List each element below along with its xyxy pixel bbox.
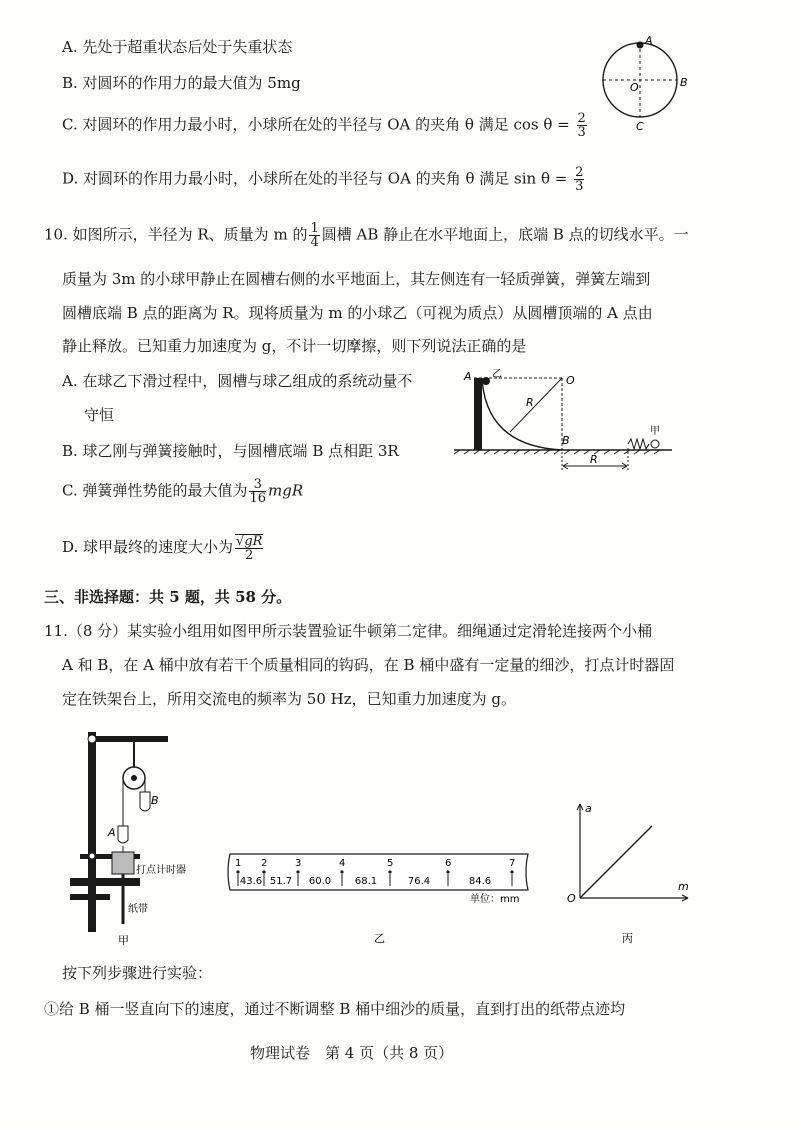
label-r2: R [590, 453, 598, 466]
figure-jia-caption: 甲 [118, 934, 129, 947]
q11-stem-line2: A 和 B，在 A 桶中放有若干个质量相同的钩码，在 B 桶中盛有一定量的细沙，打点计时器固 [62, 656, 675, 674]
q10-option-a-line2: 守恒 [84, 406, 115, 424]
denominator: 2 [245, 548, 254, 563]
denominator: 3 [577, 125, 586, 140]
q11-graph-figure [560, 798, 700, 948]
q9-option-d [62, 166, 586, 193]
q11-apparatus-figure [60, 728, 210, 950]
q11-tape-figure [224, 850, 542, 946]
numerator: 3 [249, 478, 266, 492]
q10-stem-text: 圆槽 AB 静止在水平地面上，底端 B 点的切线水平。一 [321, 225, 689, 244]
q10-stem-line3: 圆槽底端 B 点的距离为 R。现将质量为 m 的小球乙（可视为质点）从圆槽顶端的 A 点由 [62, 304, 653, 322]
q9-option-c [62, 112, 589, 139]
fraction [574, 166, 584, 193]
tape-dot [296, 870, 299, 873]
timer-label: 打点计时器 [136, 865, 186, 876]
figure-yi-caption: 乙 [374, 932, 385, 945]
tape-gap-label: 68.1 [354, 876, 378, 887]
fraction [235, 534, 263, 562]
tape-point-label: 6 [445, 858, 452, 869]
y-axis-label: a [585, 802, 592, 815]
x-axis-label: m [678, 880, 689, 893]
tape-dot [510, 870, 513, 873]
fraction [249, 478, 266, 505]
q11-stem-line1: 11.（8 分）某实验小组用如图甲所示装置验证牛顿第二定律。细绳通过定滑轮连接两个小桶 [44, 622, 653, 640]
tape-dot [236, 870, 239, 873]
q10-option-a-line1: A. 在球乙下滑过程中，圆槽与球乙组成的系统动量不 [62, 372, 413, 390]
bucket-b-label: B [151, 794, 159, 807]
q10-groove-figure [452, 368, 692, 480]
tape-gap-label: 60.0 [308, 876, 332, 887]
label-c: C [636, 120, 644, 132]
q10-option-c-text: C. 弹簧弹性势能的最大值为 [62, 481, 248, 500]
tape-gap-label: 51.7 [269, 876, 293, 887]
q10-option-c [62, 478, 303, 505]
numerator: 2 [577, 111, 586, 126]
numerator: 2 [575, 165, 584, 180]
label-yi: 乙 [492, 369, 502, 380]
denominator: 4 [310, 235, 319, 250]
q10-stem-line2: 质量为 3m 的小球甲静止在圆槽右侧的水平地面上，其左侧连有一轻质弹簧，弹簧左端到 [62, 270, 651, 288]
tape-unit: 单位：mm [470, 894, 520, 905]
section-heading: 三、非选择题：共 5 题，共 58 分。 [44, 588, 292, 606]
label-b: B [562, 434, 570, 447]
label-o: O [630, 81, 639, 94]
q9-option-d-text: D. 对圆环的作用力最小时，小球所在处的半径与 OA 的夹角 θ 满足 sin θ = [62, 169, 568, 188]
denominator: 16 [249, 491, 267, 506]
tape-point-label: 2 [261, 858, 268, 869]
tape-gap-label: 84.6 [468, 876, 492, 887]
tape-point-label: 5 [387, 858, 394, 869]
label-b: B [680, 76, 688, 89]
q10-stem-line1 [44, 222, 689, 249]
q11-stem-line3: 定在铁架台上，所用交流电的频率为 50 Hz，已知重力加速度为 g。 [62, 690, 516, 708]
q9-option-b: B. 对圆环的作用力的最大值为 5mg [62, 74, 301, 92]
bucket-a-label: A [108, 826, 116, 839]
tape-dot [340, 870, 343, 873]
q9-ring-figure [596, 30, 696, 132]
q10-option-d-text: D. 球甲最终的速度大小为 [62, 538, 234, 556]
label-a: A [645, 34, 653, 47]
q10-stem-line4: 静止释放。已知重力加速度为 g，不计一切摩擦，则下列说法正确的是 [62, 337, 527, 355]
origin-label: O [567, 892, 576, 905]
page-footer: 物理试卷 第 4 页（共 8 页） [250, 1044, 454, 1062]
q9-option-a: A. 先处于超重状态后处于失重状态 [62, 38, 293, 56]
fraction [577, 112, 587, 139]
tape-dot [262, 870, 265, 873]
tape-point-label: 1 [235, 858, 242, 869]
tape-point-label: 4 [339, 858, 346, 869]
denominator: 3 [575, 179, 584, 194]
tape-gap-label: 43.6 [239, 876, 263, 887]
tape-point-label: 3 [295, 858, 302, 869]
tape-point-label: 7 [509, 858, 516, 869]
figure-bing-caption: 丙 [622, 932, 633, 945]
q9-option-c-text: C. 对圆环的作用力最小时，小球所在处的半径与 OA 的夹角 θ 满足 cos θ = [62, 115, 570, 134]
numerator: 1 [310, 221, 319, 236]
label-r: R [526, 396, 534, 409]
label-a: A [464, 370, 472, 383]
label-jia: 甲 [650, 426, 660, 437]
tape-gap-label: 76.4 [407, 876, 431, 887]
steps-intro: 按下列步骤进行实验： [62, 964, 213, 982]
q10-option-b: B. 球乙刚与弹簧接触时，与圆槽底端 B 点相距 3R [62, 442, 399, 460]
q10-stem-text: 10. 如图所示，半径为 R、质量为 m 的 [44, 225, 308, 244]
numerator: √gR [236, 534, 263, 549]
q10-option-d [62, 534, 265, 562]
q10-option-c-unit: mgR [268, 481, 304, 500]
label-o: O [566, 374, 575, 387]
tape-dot [388, 870, 391, 873]
fraction [309, 222, 319, 249]
step-1: ①给 B 桶一竖直向下的速度，通过不断调整 B 桶中细沙的质量，直到打出的纸带点迹均 [44, 1000, 626, 1018]
tape-label: 纸带 [128, 904, 148, 915]
tape-dot [446, 870, 449, 873]
